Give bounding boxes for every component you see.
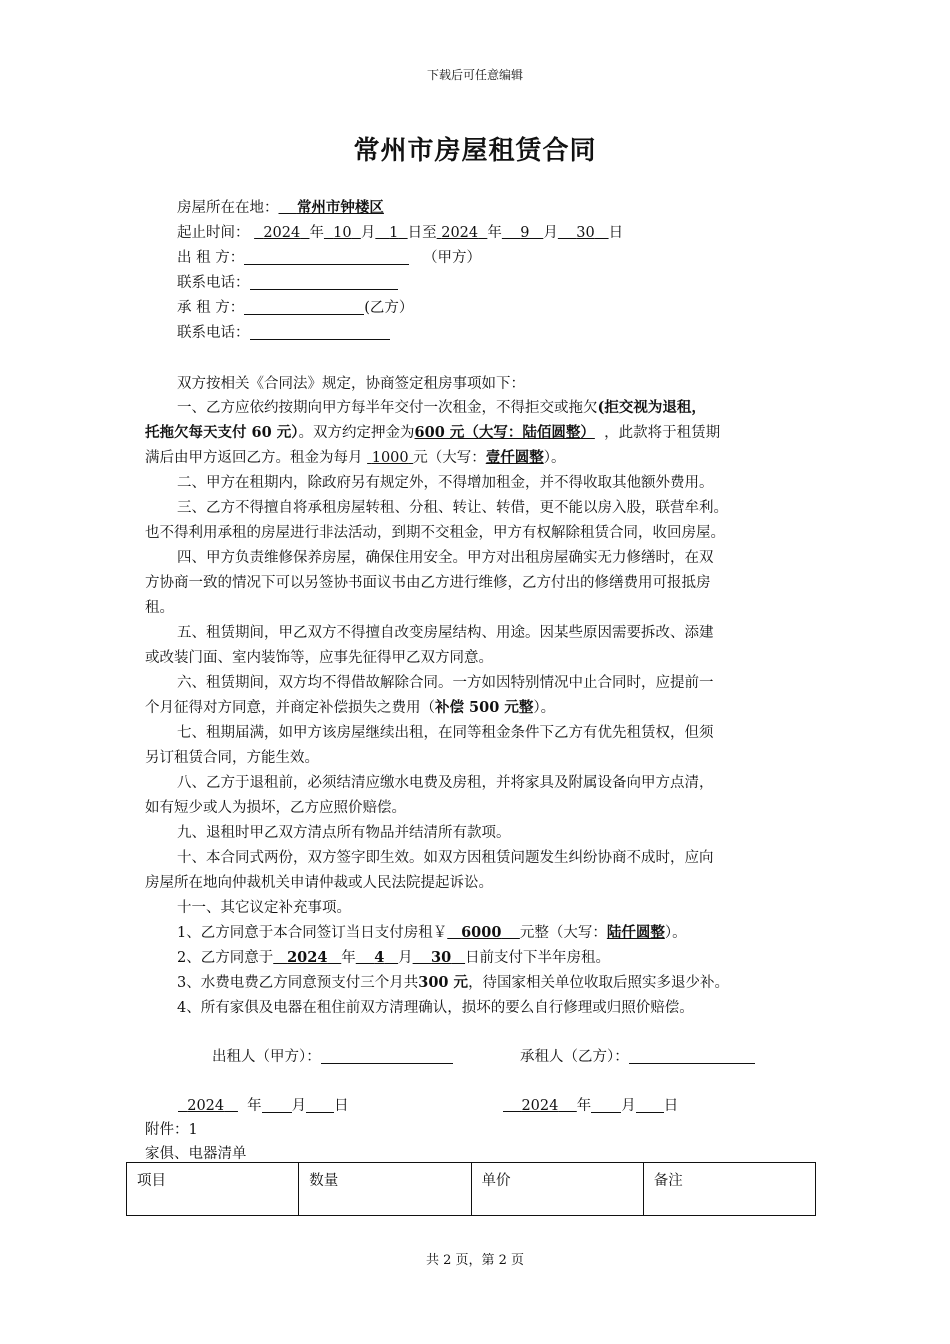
clause-3-line-2: 也不得利用承租的房屋进行非法活动，到期不交租金，甲方有权解除租赁合同，收回房屋。 xyxy=(145,525,725,541)
column-header: 备注 xyxy=(643,1163,815,1216)
end-day: 30 xyxy=(576,225,595,241)
lessor-row: 出 租 方： （甲方） xyxy=(177,250,482,266)
end-month: 9 xyxy=(520,225,530,241)
clause-6-line-1: 六、租赁期间，双方均不得借故解除合同。一方如因特别情况中止合同时，应提前一 xyxy=(177,675,714,691)
lessee-row: 承 租 方： (乙方） xyxy=(177,300,414,316)
clause-8-line-2: 如有短少或人为损坏，乙方应照价赔偿。 xyxy=(145,800,406,816)
lessee-blank[interactable] xyxy=(244,300,364,315)
column-header: 项目 xyxy=(127,1163,299,1216)
clause-6-line-2: 个月征得对方同意，并商定补偿损失之费用（补偿 500 元整）。 xyxy=(145,699,556,716)
clause-10-line-2: 房屋所在地向仲裁机关申请仲裁或人民法院提起诉讼。 xyxy=(145,875,493,891)
supplement-1: 1、乙方同意于本合同签订当日支付房租￥ 6000 元整（大写：陆仟圆整）。 xyxy=(177,924,687,941)
lessor-signature-blank[interactable] xyxy=(321,1049,453,1064)
clause-2: 二、甲方在租期内，除政府另有规定外，不得增加租金，并不得收取其他额外费用。 xyxy=(177,475,714,491)
appendix-label: 附件：1 xyxy=(145,1122,198,1138)
prepay-amount: 6000 xyxy=(461,924,502,941)
address-row: 房屋所在在地： 常州市钟楼区 xyxy=(177,199,384,216)
clause-11: 十一、其它议定补充事项。 xyxy=(177,900,351,916)
clause-4-line-1: 四、甲方负责维修保养房屋，确保住用安全。甲方对出租房屋确实无力修缮时，在双 xyxy=(177,550,714,566)
page-footer: 共 2 页，第 2 页 xyxy=(425,1253,525,1268)
period-row: 起止时间： 2024 年 10 月 1 日至 2024 年 9 月 30 日 xyxy=(177,225,624,241)
start-day: 1 xyxy=(389,225,399,241)
lessor-phone-row: 联系电话： xyxy=(177,271,398,292)
clause-1-line-2: 托拖欠每天支付 60 元）。双方约定押金为600 元（大写：陆佰圆整） ，此款将于租赁期 xyxy=(145,424,721,441)
monthly-rent: 1000 xyxy=(371,450,409,466)
lessee-signature: 承租人（乙方）： xyxy=(520,1045,755,1066)
lessee-date: 2024 年 月 日 xyxy=(521,1098,679,1114)
lessor-date: 2024 年 月 日 xyxy=(187,1098,349,1114)
deposit-amount: 600 元（大写：陆佰圆整） xyxy=(414,424,595,441)
lessor-blank[interactable] xyxy=(244,250,409,265)
lessor-signature: 出租人（甲方）： xyxy=(212,1045,453,1066)
supplement-4: 4、所有家俱及电器在租住前双方清理确认，损坏的要么自行修理或归照价赔偿。 xyxy=(177,1000,694,1016)
address-value: 常州市钟楼区 xyxy=(296,199,384,216)
clause-5-line-1: 五、租赁期间，甲乙双方不得擅自改变房屋结构、用途。因某些原因需要拆改、添建 xyxy=(177,625,714,641)
clause-4-line-2: 方协商一致的情况下可以另签协书面议书由乙方进行维修，乙方付出的修缮费用可报抵房 xyxy=(145,575,711,591)
furniture-table xyxy=(126,1162,816,1216)
intro: 双方按相关《合同法》规定，协商签定租房事项如下： xyxy=(177,376,525,392)
appendix-list-title: 家俱、电器清单 xyxy=(145,1146,247,1162)
clause-9: 九、退租时甲乙双方清点所有物品并结清所有款项。 xyxy=(177,825,511,841)
clause-5-line-2: 或改装门面、室内装饰等，应事先征得甲乙双方同意。 xyxy=(145,650,493,666)
clause-1-line-1: 一、乙方应依约按期向甲方每半年交付一次租金，不得拒交或拖欠(拒交视为退租， xyxy=(177,399,706,416)
table-header-row xyxy=(127,1163,816,1216)
lessee-signature-blank[interactable] xyxy=(629,1049,755,1064)
supplement-2: 2、乙方同意于 2024 年 4 月 30 日前支付下半年房租。 xyxy=(177,949,611,966)
supplement-3: 3、水费电费乙方同意预支付三个月共300 元，待国家相关单位收取后照实多退少补。 xyxy=(177,974,730,991)
lessee-phone-row: 联系电话： xyxy=(177,321,390,342)
contract-title: 常州市房屋租赁合同 xyxy=(353,136,597,166)
end-year: 2024 xyxy=(441,225,479,241)
clause-8-line-1: 八、乙方于退租前，必须结清应缴水电费及房租，并将家具及附属设备向甲方点清， xyxy=(177,775,714,791)
start-month: 10 xyxy=(333,225,352,241)
clause-7-line-2: 另订租赁合同，方能生效。 xyxy=(145,750,319,766)
clause-7-line-1: 七、租期届满，如甲方该房屋继续出租，在同等租金条件下乙方有优先租赁权，但须 xyxy=(177,725,714,741)
clause-4-line-3: 租。 xyxy=(145,600,174,616)
lessor-phone-blank[interactable] xyxy=(250,275,398,290)
column-header: 单价 xyxy=(471,1163,643,1216)
start-year: 2024 xyxy=(263,225,301,241)
header-note: 下载后可任意编辑 xyxy=(426,68,523,82)
clause-10-line-1: 十、本合同式两份，双方签字即生效。如双方因租赁问题发生纠纷协商不成时，应向 xyxy=(177,850,714,866)
lessee-phone-blank[interactable] xyxy=(250,325,390,340)
column-header: 数量 xyxy=(299,1163,471,1216)
clause-1-line-3: 满后由甲方返回乙方。租金为每月 1000 元（大写：壹仟圆整）。 xyxy=(145,449,566,466)
clause-3-line-1: 三、乙方不得擅自将承租房屋转租、分租、转让、转借，更不能以房入股，联营牟利。 xyxy=(177,500,728,516)
